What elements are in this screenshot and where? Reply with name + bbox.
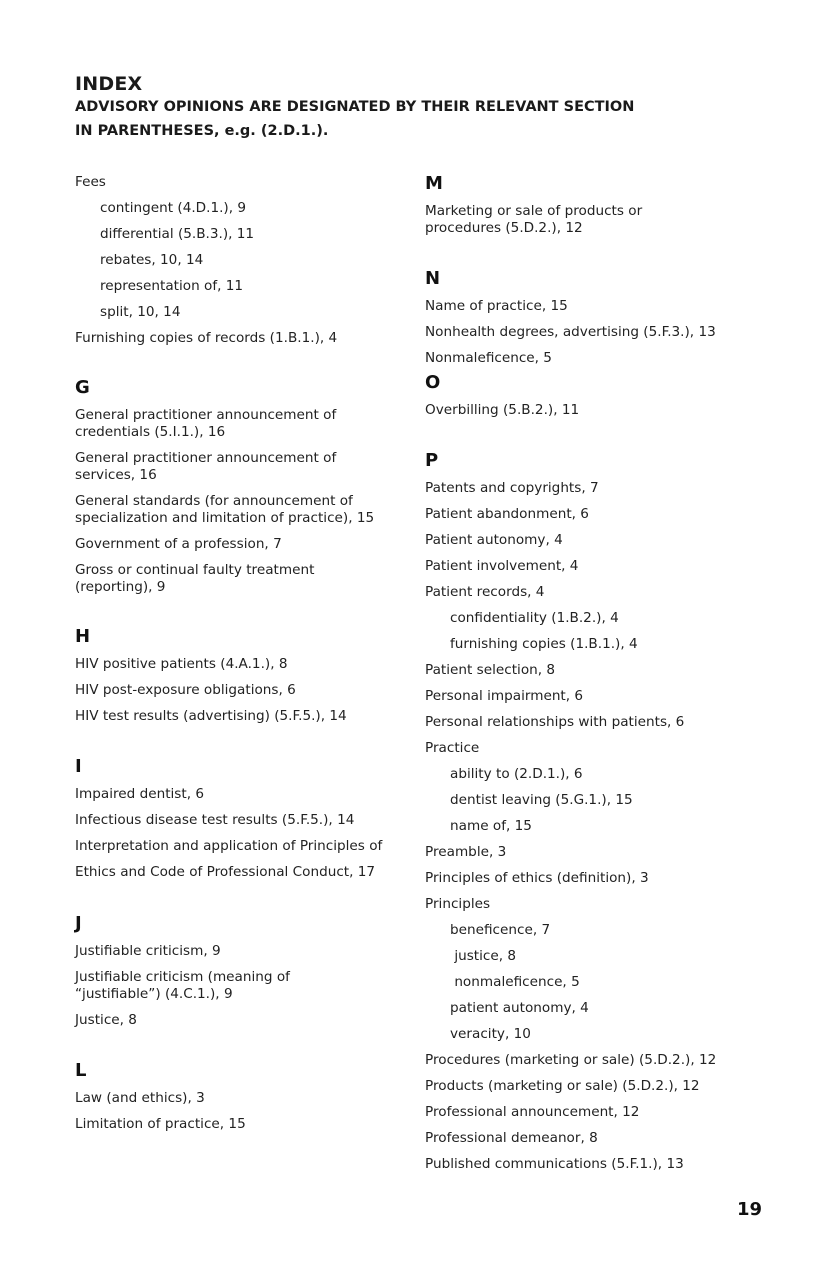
page-number: 19: [737, 1199, 763, 1220]
index-entry: Preamble, 3: [425, 844, 507, 860]
index-entry: Impaired dentist, 6: [75, 786, 205, 802]
index-entry: Justice, 8: [75, 1012, 137, 1028]
index-subtitle-line2: IN PARENTHESES, e.g. (2.D.1.).: [75, 123, 329, 139]
index-subentry: justice, 8: [450, 948, 517, 964]
index-entry: Patient involvement, 4: [425, 558, 579, 574]
index-entry: Furnishing copies of records (1.B.1.), 4: [75, 330, 338, 346]
index-entry: Personal relationships with patients, 6: [425, 714, 685, 730]
index-subentry: confidentiality (1.B.2.), 4: [450, 610, 619, 626]
index-subentry: dentist leaving (5.G.1.), 15: [450, 792, 633, 808]
index-entry: General standards (for announcement of: [75, 493, 353, 509]
section-heading-l: L: [75, 1060, 87, 1081]
index-entry: Justifiable criticism (meaning of: [75, 969, 290, 985]
index-entry: Fees: [75, 174, 106, 190]
index-title: INDEX: [75, 73, 143, 95]
index-entry-cont: credentials (5.I.1.), 16: [75, 424, 226, 440]
index-subentry: veracity, 10: [450, 1026, 531, 1042]
index-entry: Limitation of practice, 15: [75, 1116, 246, 1132]
index-entry: Justifiable criticism, 9: [75, 943, 221, 959]
index-entry: HIV positive patients (4.A.1.), 8: [75, 656, 288, 672]
index-entry: Practice: [425, 740, 480, 756]
index-entry: Professional announcement, 12: [425, 1104, 640, 1120]
index-entry-cont: services, 16: [75, 467, 157, 483]
index-entry: Ethics and Code of Professional Conduct, 17: [75, 864, 376, 880]
index-entry: Procedures (marketing or sale) (5.D.2.), 12: [425, 1052, 717, 1068]
index-entry: Patient selection, 8: [425, 662, 556, 678]
index-entry: Patient autonomy, 4: [425, 532, 563, 548]
index-entry: Gross or continual faulty treatment: [75, 562, 315, 578]
index-entry: Marketing or sale of products or: [425, 203, 643, 219]
section-heading-m: M: [425, 173, 443, 194]
index-entry: Patents and copyrights, 7: [425, 480, 599, 496]
section-heading-p: P: [425, 450, 439, 471]
index-subentry: nonmaleficence, 5: [450, 974, 580, 990]
index-entry: Interpretation and application of Principles of: [75, 838, 383, 854]
index-entry: Infectious disease test results (5.F.5.), 14: [75, 812, 355, 828]
index-entry-cont: procedures (5.D.2.), 12: [425, 220, 583, 236]
index-subentry: contingent (4.D.1.), 9: [100, 200, 247, 216]
index-subentry: split, 10, 14: [100, 304, 181, 320]
index-subentry: name of, 15: [450, 818, 532, 834]
section-heading-j: J: [75, 913, 82, 934]
index-entry: Name of practice, 15: [425, 298, 568, 314]
index-entry-cont: specialization and limitation of practice), 15: [75, 510, 375, 526]
index-entry-cont: (reporting), 9: [75, 579, 166, 595]
index-subentry: furnishing copies (1.B.1.), 4: [450, 636, 638, 652]
index-subentry: patient autonomy, 4: [450, 1000, 589, 1016]
index-entry: General practitioner announcement of: [75, 407, 337, 423]
section-heading-o: O: [425, 372, 441, 393]
index-entry: General practitioner announcement of: [75, 450, 337, 466]
section-heading-i: I: [75, 756, 82, 777]
index-entry: Government of a profession, 7: [75, 536, 282, 552]
index-entry: Patient abandonment, 6: [425, 506, 589, 522]
index-entry: Personal impairment, 6: [425, 688, 584, 704]
index-entry: HIV post-exposure obligations, 6: [75, 682, 296, 698]
section-heading-n: N: [425, 268, 441, 289]
index-entry: Published communications (5.F.1.), 13: [425, 1156, 684, 1172]
index-entry: Nonmaleficence, 5: [425, 350, 552, 366]
index-entry: Principles of ethics (definition), 3: [425, 870, 649, 886]
index-entry: Nonhealth degrees, advertising (5.F.3.), 13: [425, 324, 716, 340]
index-entry: Patient records, 4: [425, 584, 545, 600]
section-heading-g: G: [75, 377, 90, 398]
index-subentry: representation of, 11: [100, 278, 244, 294]
index-entry-cont: “justifiable”) (4.C.1.), 9: [75, 986, 233, 1002]
index-subentry: differential (5.B.3.), 11: [100, 226, 255, 242]
index-subtitle-line1: ADVISORY OPINIONS ARE DESIGNATED BY THEIR RELEVANT SECTION: [75, 99, 635, 115]
index-entry: HIV test results (advertising) (5.F.5.), 14: [75, 708, 347, 724]
index-subentry: ability to (2.D.1.), 6: [450, 766, 583, 782]
index-entry: Professional demeanor, 8: [425, 1130, 598, 1146]
index-entry: Overbilling (5.B.2.), 11: [425, 402, 580, 418]
index-entry: Law (and ethics), 3: [75, 1090, 205, 1106]
index-subentry: rebates, 10, 14: [100, 252, 204, 268]
index-entry: Products (marketing or sale) (5.D.2.), 12: [425, 1078, 700, 1094]
index-entry: Principles: [425, 896, 491, 912]
index-subentry: beneficence, 7: [450, 922, 551, 938]
section-heading-h: H: [75, 626, 91, 647]
